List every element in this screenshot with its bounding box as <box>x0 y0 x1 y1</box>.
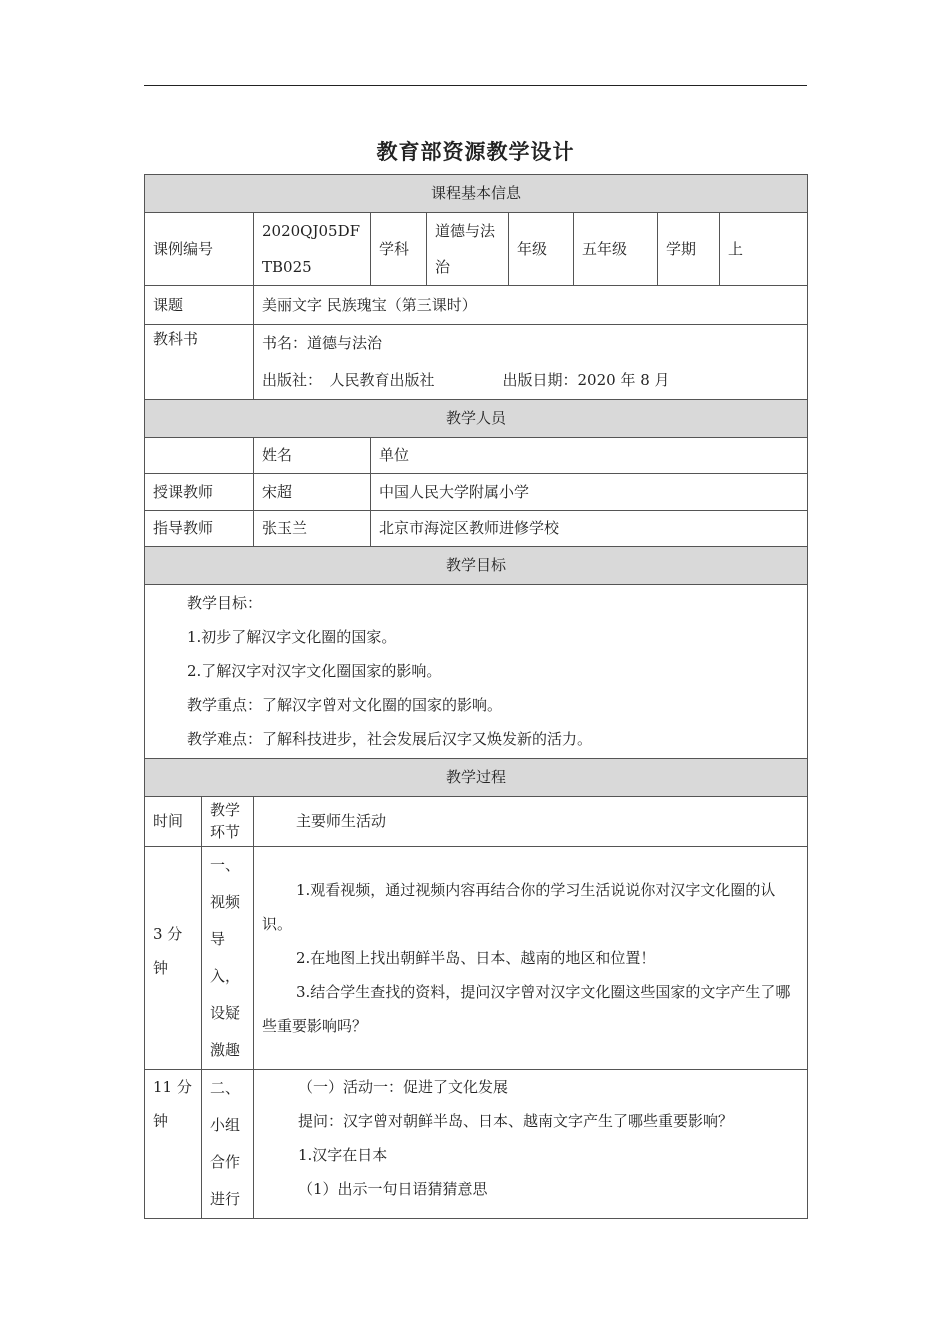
case-label: 课例编号 <box>145 213 254 286</box>
objective-line: 教学目标： <box>187 594 263 612</box>
time-value: 3 分钟 <box>153 925 183 977</box>
section-header: 教学人员 <box>145 400 808 438</box>
process-stage <box>202 847 254 1070</box>
term-value: 上 <box>720 213 808 286</box>
stage-line: 一、 <box>210 856 241 874</box>
process-row <box>145 1070 808 1219</box>
activity-line: 2.在地图上找出朝鲜半岛、日本、越南的地区和位置！ <box>296 949 656 967</box>
objectives-row <box>145 585 808 759</box>
course-info-row <box>145 213 808 286</box>
textbook-value <box>254 325 808 400</box>
staff-unit: 北京市海淀区教师进修学校 <box>371 511 808 547</box>
topic-value: 美丽文字 民族瑰宝（第三课时） <box>254 286 808 325</box>
activity-line: 1.汉字在日本 <box>298 1146 388 1164</box>
staff-name: 宋超 <box>254 474 371 511</box>
publisher: 出版社： 人民教育出版社 <box>262 371 435 389</box>
time-header: 时间 <box>145 797 202 847</box>
name-header: 姓名 <box>254 438 371 474</box>
stage-line: 导 <box>210 930 226 948</box>
activity-line: 3.结合学生查找的资料，提问汉字曾对汉字文化圈这些国家的文字产生了哪些重要影响吗？ <box>262 983 791 1035</box>
staff-row <box>145 511 808 547</box>
stage-line: 进行 <box>210 1190 241 1208</box>
staff-header-row <box>145 438 808 474</box>
header-rule <box>144 85 807 86</box>
section-header: 教学目标 <box>145 547 808 585</box>
stage-line: 小组 <box>210 1116 241 1134</box>
objective-line: 教学重点：了解汉字曾对文化圈的国家的影响。 <box>187 696 503 714</box>
staff-row <box>145 474 808 511</box>
section-basic-info <box>145 175 808 213</box>
subject-label: 学科 <box>371 213 427 286</box>
unit-header: 单位 <box>371 438 808 474</box>
process-time <box>145 1070 202 1219</box>
topic-row <box>145 286 808 325</box>
staff-unit: 中国人民大学附属小学 <box>371 474 808 511</box>
section-process <box>145 759 808 797</box>
stage-line: 二、 <box>210 1079 241 1097</box>
stage-header: 教学环节 <box>202 797 254 847</box>
activity-line: 1.观看视频，通过视频内容再结合你的学习生活说说你对汉字文化圈的认识。 <box>262 881 776 933</box>
topic-label: 课题 <box>145 286 254 325</box>
time-value: 11 分钟 <box>153 1078 192 1130</box>
process-stage <box>202 1070 254 1219</box>
objective-line: 教学难点：了解科技进步，社会发展后汉字又焕发新的活力。 <box>187 730 593 748</box>
section-header: 教学过程 <box>145 759 808 797</box>
stage-line: 合作 <box>210 1153 241 1171</box>
section-staff <box>145 400 808 438</box>
publisher-line <box>262 362 799 399</box>
staff-role: 指导教师 <box>145 511 254 547</box>
textbook-row <box>145 325 808 400</box>
stage-line: 激趣 <box>210 1041 241 1059</box>
process-activities <box>254 847 808 1070</box>
document-title: 教育部资源教学设计 <box>376 139 575 164</box>
activity-header: 主要师生活动 <box>254 797 808 847</box>
grade-value: 五年级 <box>574 213 658 286</box>
staff-role: 授课教师 <box>145 474 254 511</box>
grade-label: 年级 <box>509 213 574 286</box>
staff-name: 张玉兰 <box>254 511 371 547</box>
section-header: 课程基本信息 <box>145 175 808 213</box>
case-value: 2020QJ05DFTB025 <box>254 213 371 286</box>
activity-line: （1）出示一句日语猜猜意思 <box>298 1180 488 1198</box>
objective-line: 2.了解汉字对汉字文化圈国家的影响。 <box>187 662 442 680</box>
section-objectives <box>145 547 808 585</box>
process-header-row <box>145 797 808 847</box>
objectives-body <box>145 585 808 759</box>
stage-line: 视频 <box>210 893 241 911</box>
lesson-plan-table <box>144 174 808 1219</box>
activity-line: 提问：汉字曾对朝鲜半岛、日本、越南文字产生了哪些重要影响？ <box>298 1112 734 1130</box>
process-time <box>145 847 202 1070</box>
textbook-label: 教科书 <box>145 325 254 400</box>
term-label: 学期 <box>658 213 720 286</box>
process-activities <box>254 1070 808 1219</box>
objective-line: 1.初步了解汉字文化圈的国家。 <box>187 628 397 646</box>
book-name: 书名：道德与法治 <box>262 334 383 352</box>
process-row <box>145 847 808 1070</box>
subject-value: 道德与法治 <box>427 213 509 286</box>
stage-line: 设疑 <box>210 1004 241 1022</box>
stage-line: 入， <box>210 967 241 985</box>
activity-line: （一）活动一：促进了文化发展 <box>298 1078 509 1096</box>
publish-date: 出版日期：2020 年 8 月 <box>502 371 670 389</box>
